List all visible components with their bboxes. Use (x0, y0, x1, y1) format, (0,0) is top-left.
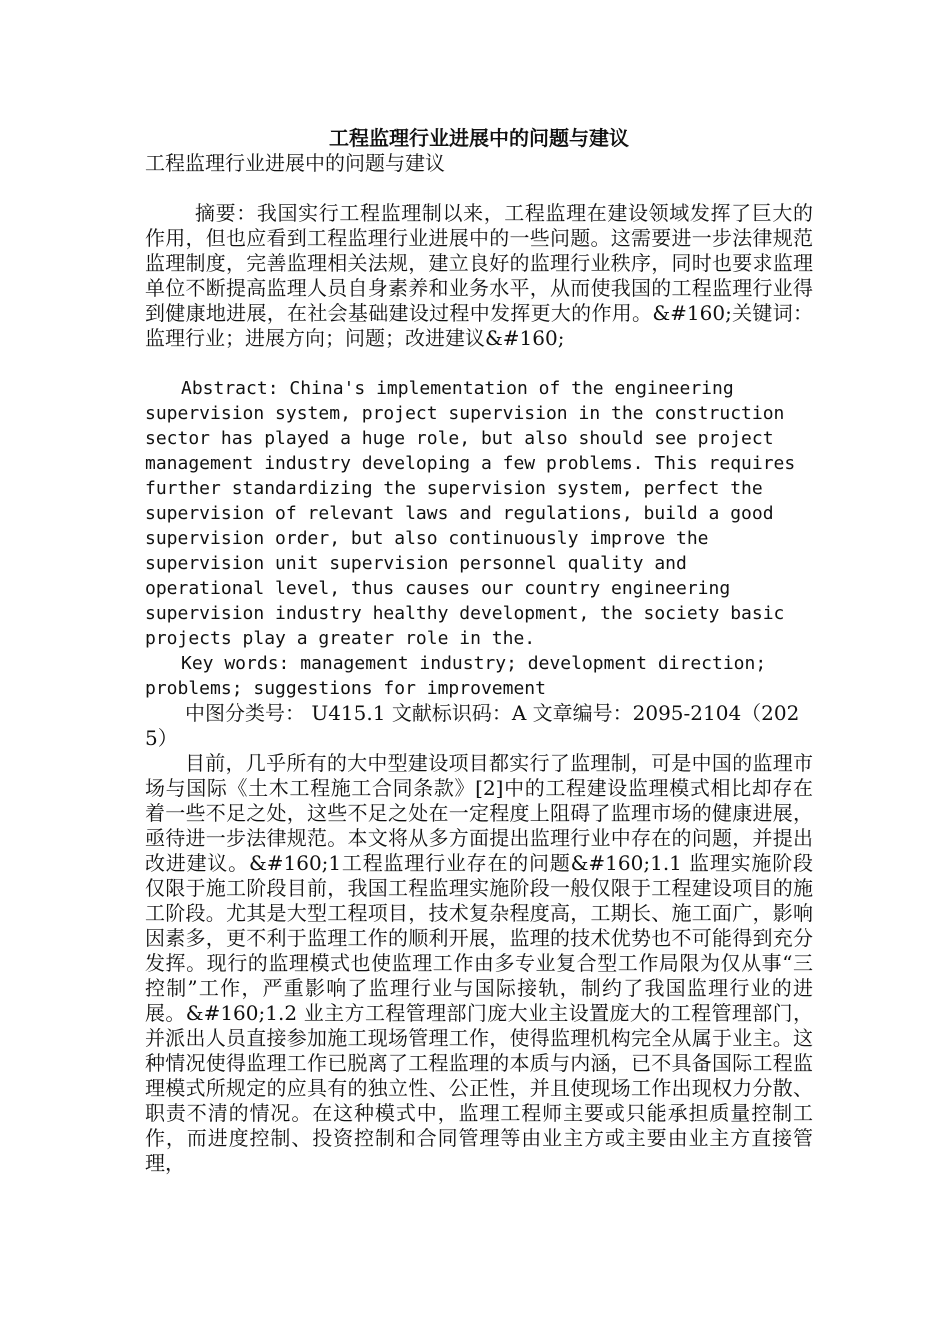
abstract-chinese: 摘要：我国实行工程监理制以来，工程监理在建设领域发挥了巨大的作用，但也应看到工程监理行业进展中的一些问题。这需要进一步法律规范监理制度，完善监理相关法规，建立良好的监理行业秩序，同时也要求监理单位不断提高监理人员自身素养和业务水平，从而使我国的工程监理行业得到健康地进展，在社会基础建设过程中发挥更大的作用。&#160;关键词：监理行业；进展方向；问题；改进建议&#160; (145, 201, 813, 350)
classification-info: 中图分类号： U415.1 文献标识码：A 文章编号：2095-2104（2025） (145, 701, 800, 750)
body-paragraph: 目前，几乎所有的大中型建设项目都实行了监理制，可是中国的监理市场与国际《土木工程施工合同条款》[2]中的工程建设监理模式相比却存在着一些不足之处，这些不足之处在一定程度上阻碍了监理市场的健康进展，亟待进一步法律规范。本文将从多方面提出监理行业中存在的问题，并提出改进建议。&#160;1工程监理行业存在的问题&#160;1.1 监理实施阶段仅限于施工阶段目前，我国工程监理实施阶段一般仅限于工程建设项目的施工阶段。尤其是大型工程项目，技术复杂程度高，工期长、施工面广，影响因素多，更不利于监理工作的顺利开展，监理的技术优势也不可能得到充分发挥。现行的监理模式也使监理工作由多专业复合型工作局限为仅从事“三控制”工作，严重影响了监理行业与国际接轨，制约了我国监理行业的进展。&#160;1.2 业主方工程管理部门庞大业主设置庞大的工程管理部门，并派出人员直接参加施工现场管理工作，使得监理机构完全从属于业主。这种情况使得监理工作已脱离了工程监理的本质与内涵，已不具备国际工程监理模式所规定的应具有的独立性、公正性，并且使现场工作出现权力分散、职责不清的情况。在这种模式中，监理工程师主要或只能承担质量控制工作，而进度控制、投资控制和合同管理等由业主方或主要由业主方直接管理， (145, 751, 813, 1175)
document-content (145, 126, 813, 1176)
abstract-english: Abstract: China's implementation of the engineering supervision system, project supervision in the construction sector has played a huge role, but also should see project management industry developing a few problems. This requires further standardizing the supervision system, perfect the supervision of relevant laws and regulations, build a good supervision order, but also continuously improve the supervision unit supervision personnel quality and operational level, thus causes our country engineering supervision industry healthy development, the society basic projects play a greater role in the. (145, 378, 796, 649)
keywords-english: Key words: management industry; development direction; problems; suggestions for improvement (145, 653, 767, 699)
document-title: 工程监理行业进展中的问题与建议 (329, 126, 629, 150)
document-subtitle: 工程监理行业进展中的问题与建议 (145, 151, 445, 175)
